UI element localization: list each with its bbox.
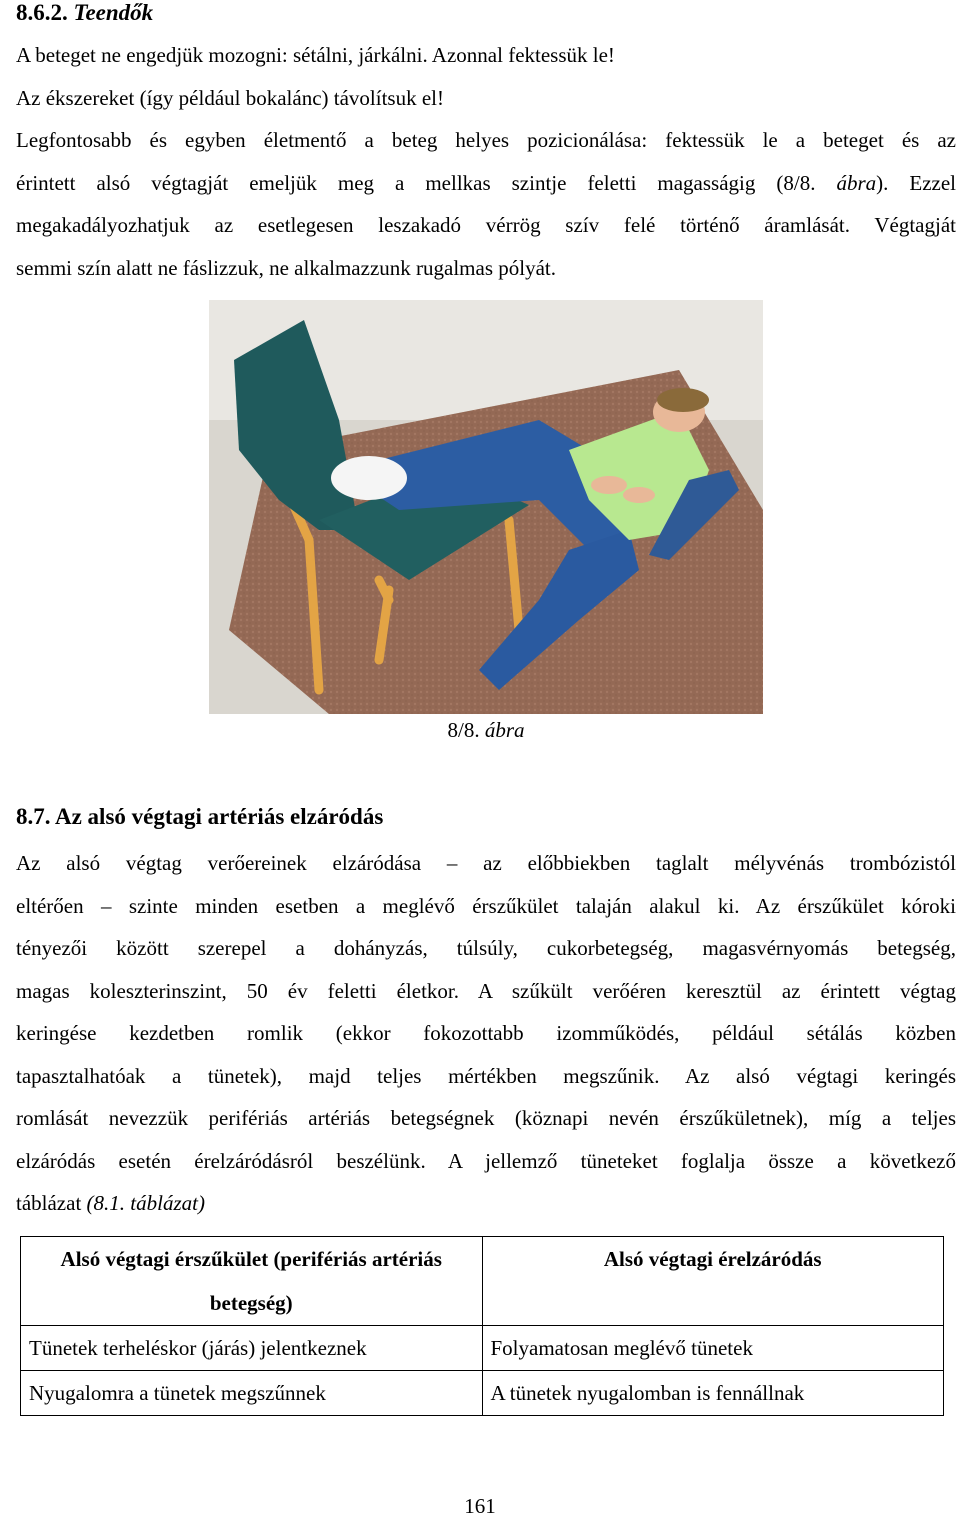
white-sock bbox=[331, 456, 407, 500]
paragraph-line: semmi szín alatt ne fáslizzuk, ne alkalmazzunk rugalmas pólyát. bbox=[16, 255, 556, 280]
caption-label: ábra bbox=[484, 718, 525, 742]
caption-number: 8/8. bbox=[447, 718, 480, 742]
table-header-cell: Alsó végtagi érelzáródás bbox=[482, 1237, 944, 1326]
line-text: érintett alsó végtagját emeljük meg a mellkas szintje feletti magasságig ( bbox=[16, 170, 784, 195]
paragraph-line: megakadályozhatjuk az esetlegesen leszakadó vérrög szív felé történő áramlását. Végtagját bbox=[16, 213, 956, 237]
paragraph-line: elzáródás esetén érelzáródásról beszélünk. A jellemző tüneteket foglalja össze a következő bbox=[16, 1148, 956, 1173]
figure-reference-label: ábra bbox=[836, 170, 877, 195]
table-cell: Nyugalomra a tünetek megszűnnek bbox=[21, 1371, 483, 1416]
figure-caption bbox=[16, 718, 956, 743]
section-title: Teendők bbox=[73, 0, 154, 25]
table-cell: A tünetek nyugalomban is fennállnak bbox=[482, 1371, 944, 1416]
paragraph-line: tényezői között szerepel a dohányzás, túlsúly, cukorbetegség, magasvérnyomás betegség, bbox=[16, 936, 956, 960]
table-row bbox=[21, 1326, 944, 1371]
paragraph-line: tapasztalhatóak a tünetek), majd teljes mértékben megszűnik. Az alsó végtagi keringés bbox=[16, 1063, 956, 1088]
line-text: táblázat bbox=[16, 1191, 87, 1215]
figure-reference-number: 8/8. bbox=[783, 170, 816, 195]
table-reference: (8.1. táblázat) bbox=[86, 1191, 205, 1215]
paragraph-line: eltérően – szinte minden esetben a meglévő érszűkület talaján alakul ki. Az érszűkület kóroki bbox=[16, 893, 956, 918]
page-number: 161 bbox=[464, 1494, 496, 1518]
paragraph-line: Legfontosabb és egyben életmentő a beteg helyes pozicionálása: fektessük le a beteget és az bbox=[16, 128, 956, 152]
paragraph-line bbox=[16, 162, 956, 205]
line-text-end: ). Ezzel bbox=[876, 170, 957, 195]
section-heading-teendok bbox=[16, 0, 153, 26]
paragraph-arterias bbox=[16, 842, 956, 1225]
paragraph-line: Az alsó végtag verőereinek elzáródása – az előbbiekben taglalt mélyvénás trombózistól bbox=[16, 851, 956, 875]
paragraph-line bbox=[16, 1182, 956, 1225]
comparison-table bbox=[20, 1236, 944, 1416]
paragraph-line: magas koleszterinszint, 50 év feletti életkor. A szűkült verőéren keresztül az érintett végtag bbox=[16, 978, 956, 1003]
paragraph-line: romlását nevezzük perifériás artériás betegségnek (köznapi nevén érszűkületnek), míg a teljes bbox=[16, 1106, 956, 1130]
section-number: 8.6.2. bbox=[16, 0, 68, 25]
table-cell: Folyamatosan meglévő tünetek bbox=[482, 1326, 944, 1371]
paragraph-line: keringése kezdetben romlik (ekkor fokozottabb izomműködés, például sétálás közben bbox=[16, 1021, 956, 1045]
paragraph-teendok bbox=[16, 34, 956, 289]
table-cell: Tünetek terheléskor (járás) jelentkeznek bbox=[21, 1326, 483, 1371]
section-title: Az alsó végtagi artériás elzáródás bbox=[54, 804, 384, 829]
table-header-row bbox=[21, 1237, 944, 1326]
photo-illustration bbox=[209, 300, 763, 714]
section-heading-arterias bbox=[16, 804, 383, 830]
table-row bbox=[21, 1371, 944, 1416]
paragraph-line: A beteget ne engedjük mozogni: sétálni, járkálni. Azonnal fektessük le! bbox=[16, 43, 615, 67]
hair bbox=[657, 388, 709, 412]
figure-photo-leg-elevation bbox=[209, 300, 763, 714]
paragraph-line: Az ékszereket (így például bokalánc) távolítsuk el! bbox=[16, 85, 444, 110]
table-header-cell: Alsó végtagi érszűkület (perifériás artériás betegség) bbox=[21, 1237, 483, 1326]
section-number: 8.7. bbox=[16, 804, 51, 829]
